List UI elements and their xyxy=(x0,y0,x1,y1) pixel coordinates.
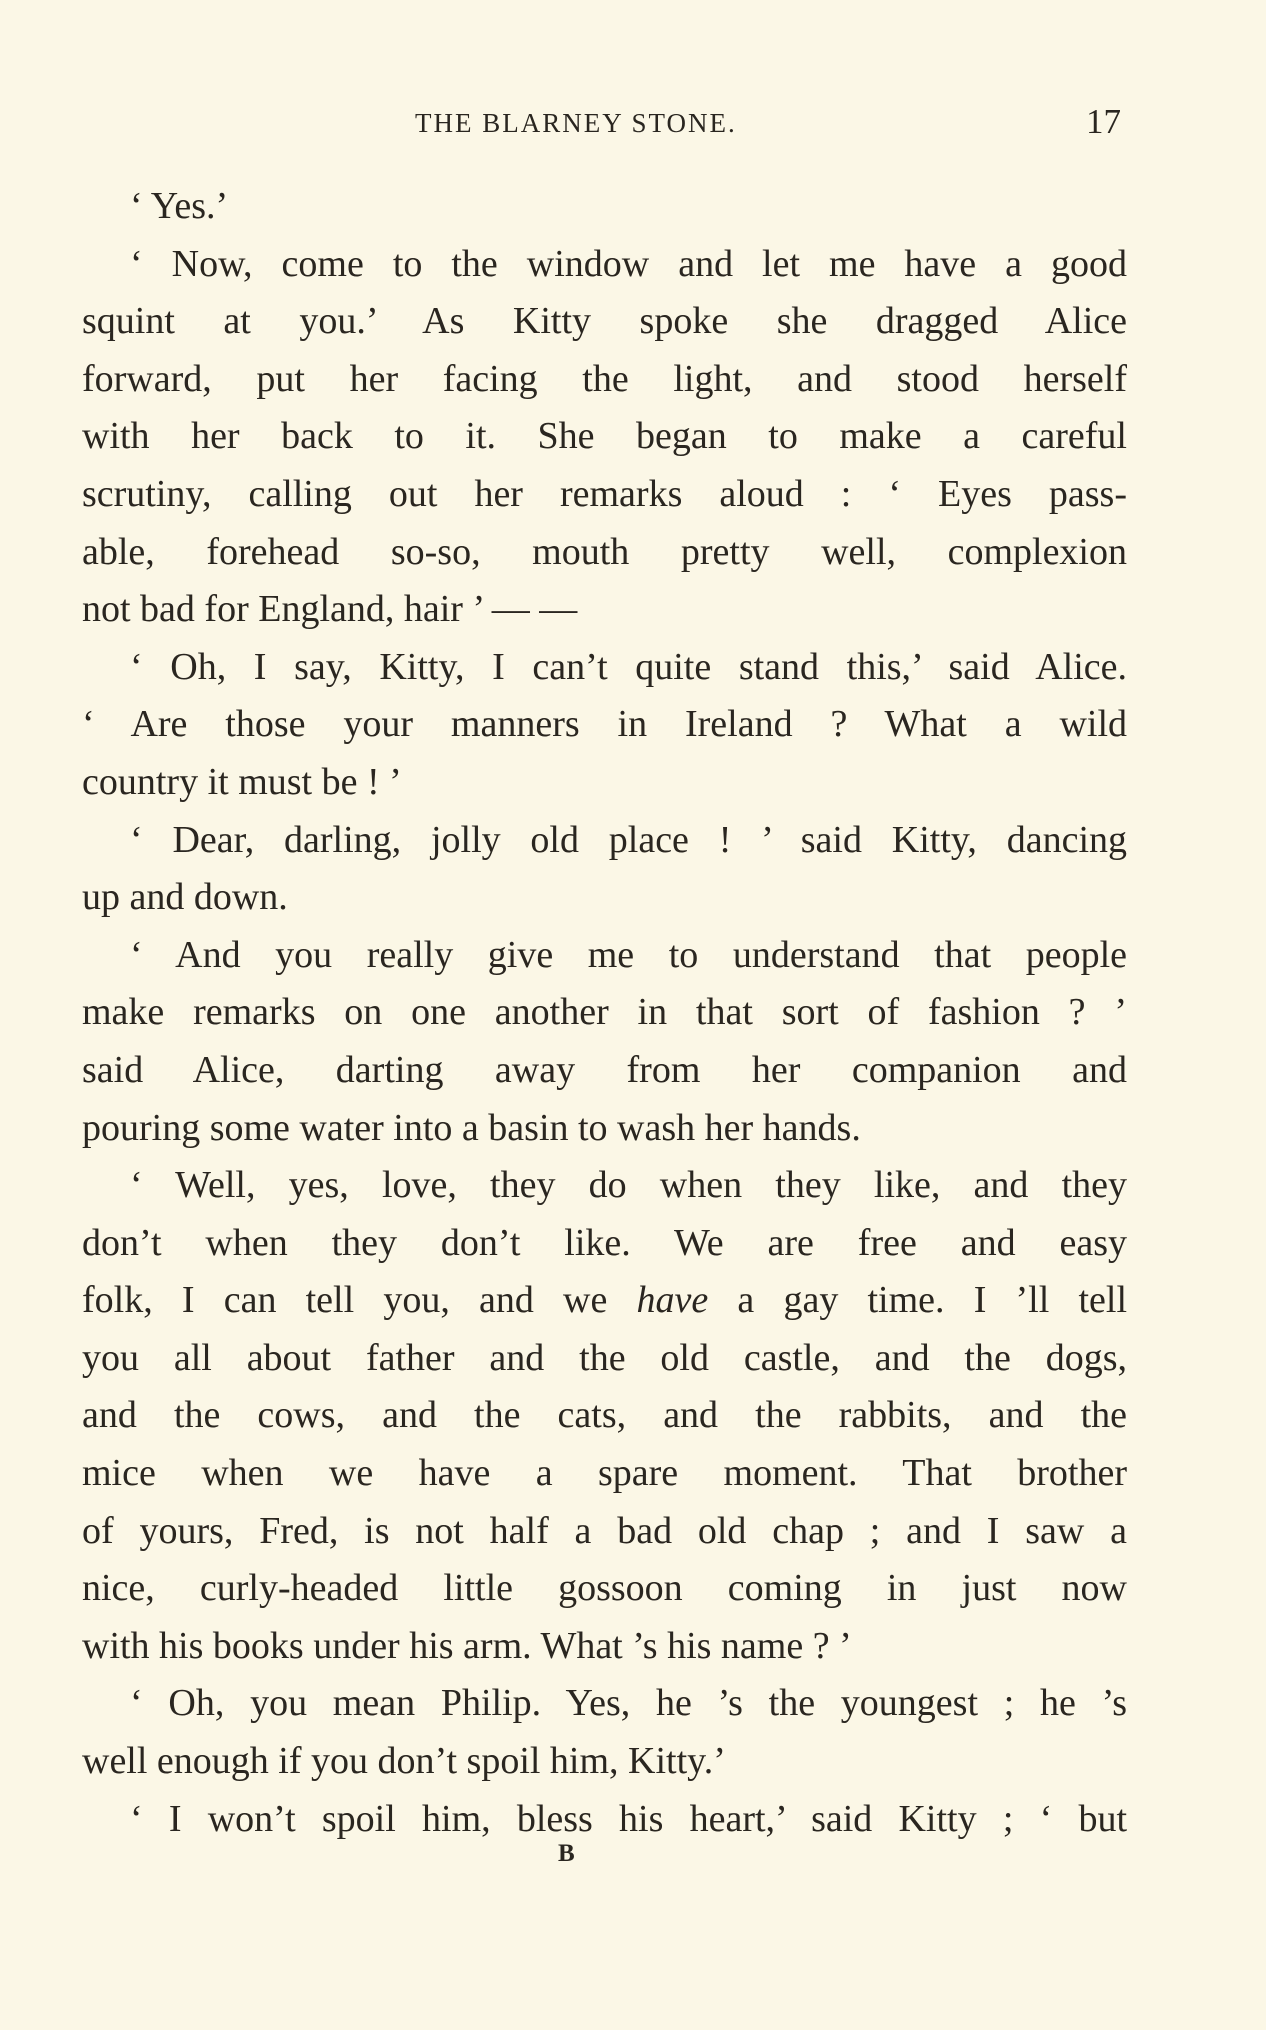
text-line: ‘ Are those your manners in Ireland ? What a wild xyxy=(82,703,1127,746)
text-line: said Alice, darting away from her companion and xyxy=(82,1048,1127,1091)
text-line: make remarks on one another in that sort of fashion ? ’ xyxy=(82,991,1127,1034)
text-line: ‘ Oh, I say, Kitty, I can’t quite stand this,’ said Alice. xyxy=(130,645,1127,688)
page-number: 17 xyxy=(1086,102,1121,141)
text-line: ‘ And you really give me to understand that people xyxy=(130,933,1127,976)
signature-mark: B xyxy=(558,1840,576,1867)
text-line: scrutiny, calling out her remarks aloud : ‘ Eyes pass- xyxy=(82,472,1127,515)
running-title: THE BLARNEY STONE. xyxy=(415,108,737,138)
text-line: well enough if you don’t spoil him, Kitty.’ xyxy=(82,1740,726,1783)
text-line: ‘ Well, yes, love, they do when they like, and they xyxy=(130,1164,1127,1207)
running-head xyxy=(0,102,1266,148)
text-line: ‘ Oh, you mean Philip. Yes, he ’s the youngest ; he ’s xyxy=(130,1682,1127,1725)
text-line: ‘ Now, come to the window and let me have a good xyxy=(130,242,1127,285)
text-line: with his books under his arm. What ’s his name ? ’ xyxy=(82,1624,852,1667)
text-line: of yours, Fred, is not half a bad old chap ; and I saw a xyxy=(82,1509,1127,1552)
text-line: you all about father and the old castle, and the dogs, xyxy=(82,1336,1127,1379)
text-line: mice when we have a spare moment. That brother xyxy=(82,1452,1127,1495)
text-line: pouring some water into a basin to wash her hands. xyxy=(82,1106,861,1149)
body-text xyxy=(82,178,1127,1848)
text-line: don’t when they don’t like. We are free and easy xyxy=(82,1221,1127,1264)
text-line: with her back to it. She began to make a careful xyxy=(82,415,1127,458)
text-line: not bad for England, hair ’ — — xyxy=(82,588,578,631)
text-line: able, forehead so-so, mouth pretty well, complexion xyxy=(82,530,1127,573)
text-line: country it must be ! ’ xyxy=(82,760,402,803)
text-line: ‘ Yes.’ xyxy=(130,185,229,227)
text-line xyxy=(82,1272,1127,1330)
text-line: and the cows, and the cats, and the rabbits, and the xyxy=(82,1394,1127,1437)
text-segment: a gay time. I ’ll tell xyxy=(708,1279,1127,1322)
text-segment: folk, I can tell you, and we xyxy=(82,1279,637,1322)
text-line: ‘ I won’t spoil him, bless his heart,’ said Kitty ; ‘ but xyxy=(130,1797,1127,1840)
text-line: squint at you.’ As Kitty spoke she dragged Alice xyxy=(82,300,1127,343)
text-line: nice, curly-headed little gossoon coming in just now xyxy=(82,1567,1127,1610)
text-line: ‘ Dear, darling, jolly old place ! ’ said Kitty, dancing xyxy=(130,818,1127,861)
text-line: forward, put her facing the light, and stood herself xyxy=(82,357,1127,400)
text-line: up and down. xyxy=(82,876,288,919)
emphasized-word: have xyxy=(636,1279,709,1322)
